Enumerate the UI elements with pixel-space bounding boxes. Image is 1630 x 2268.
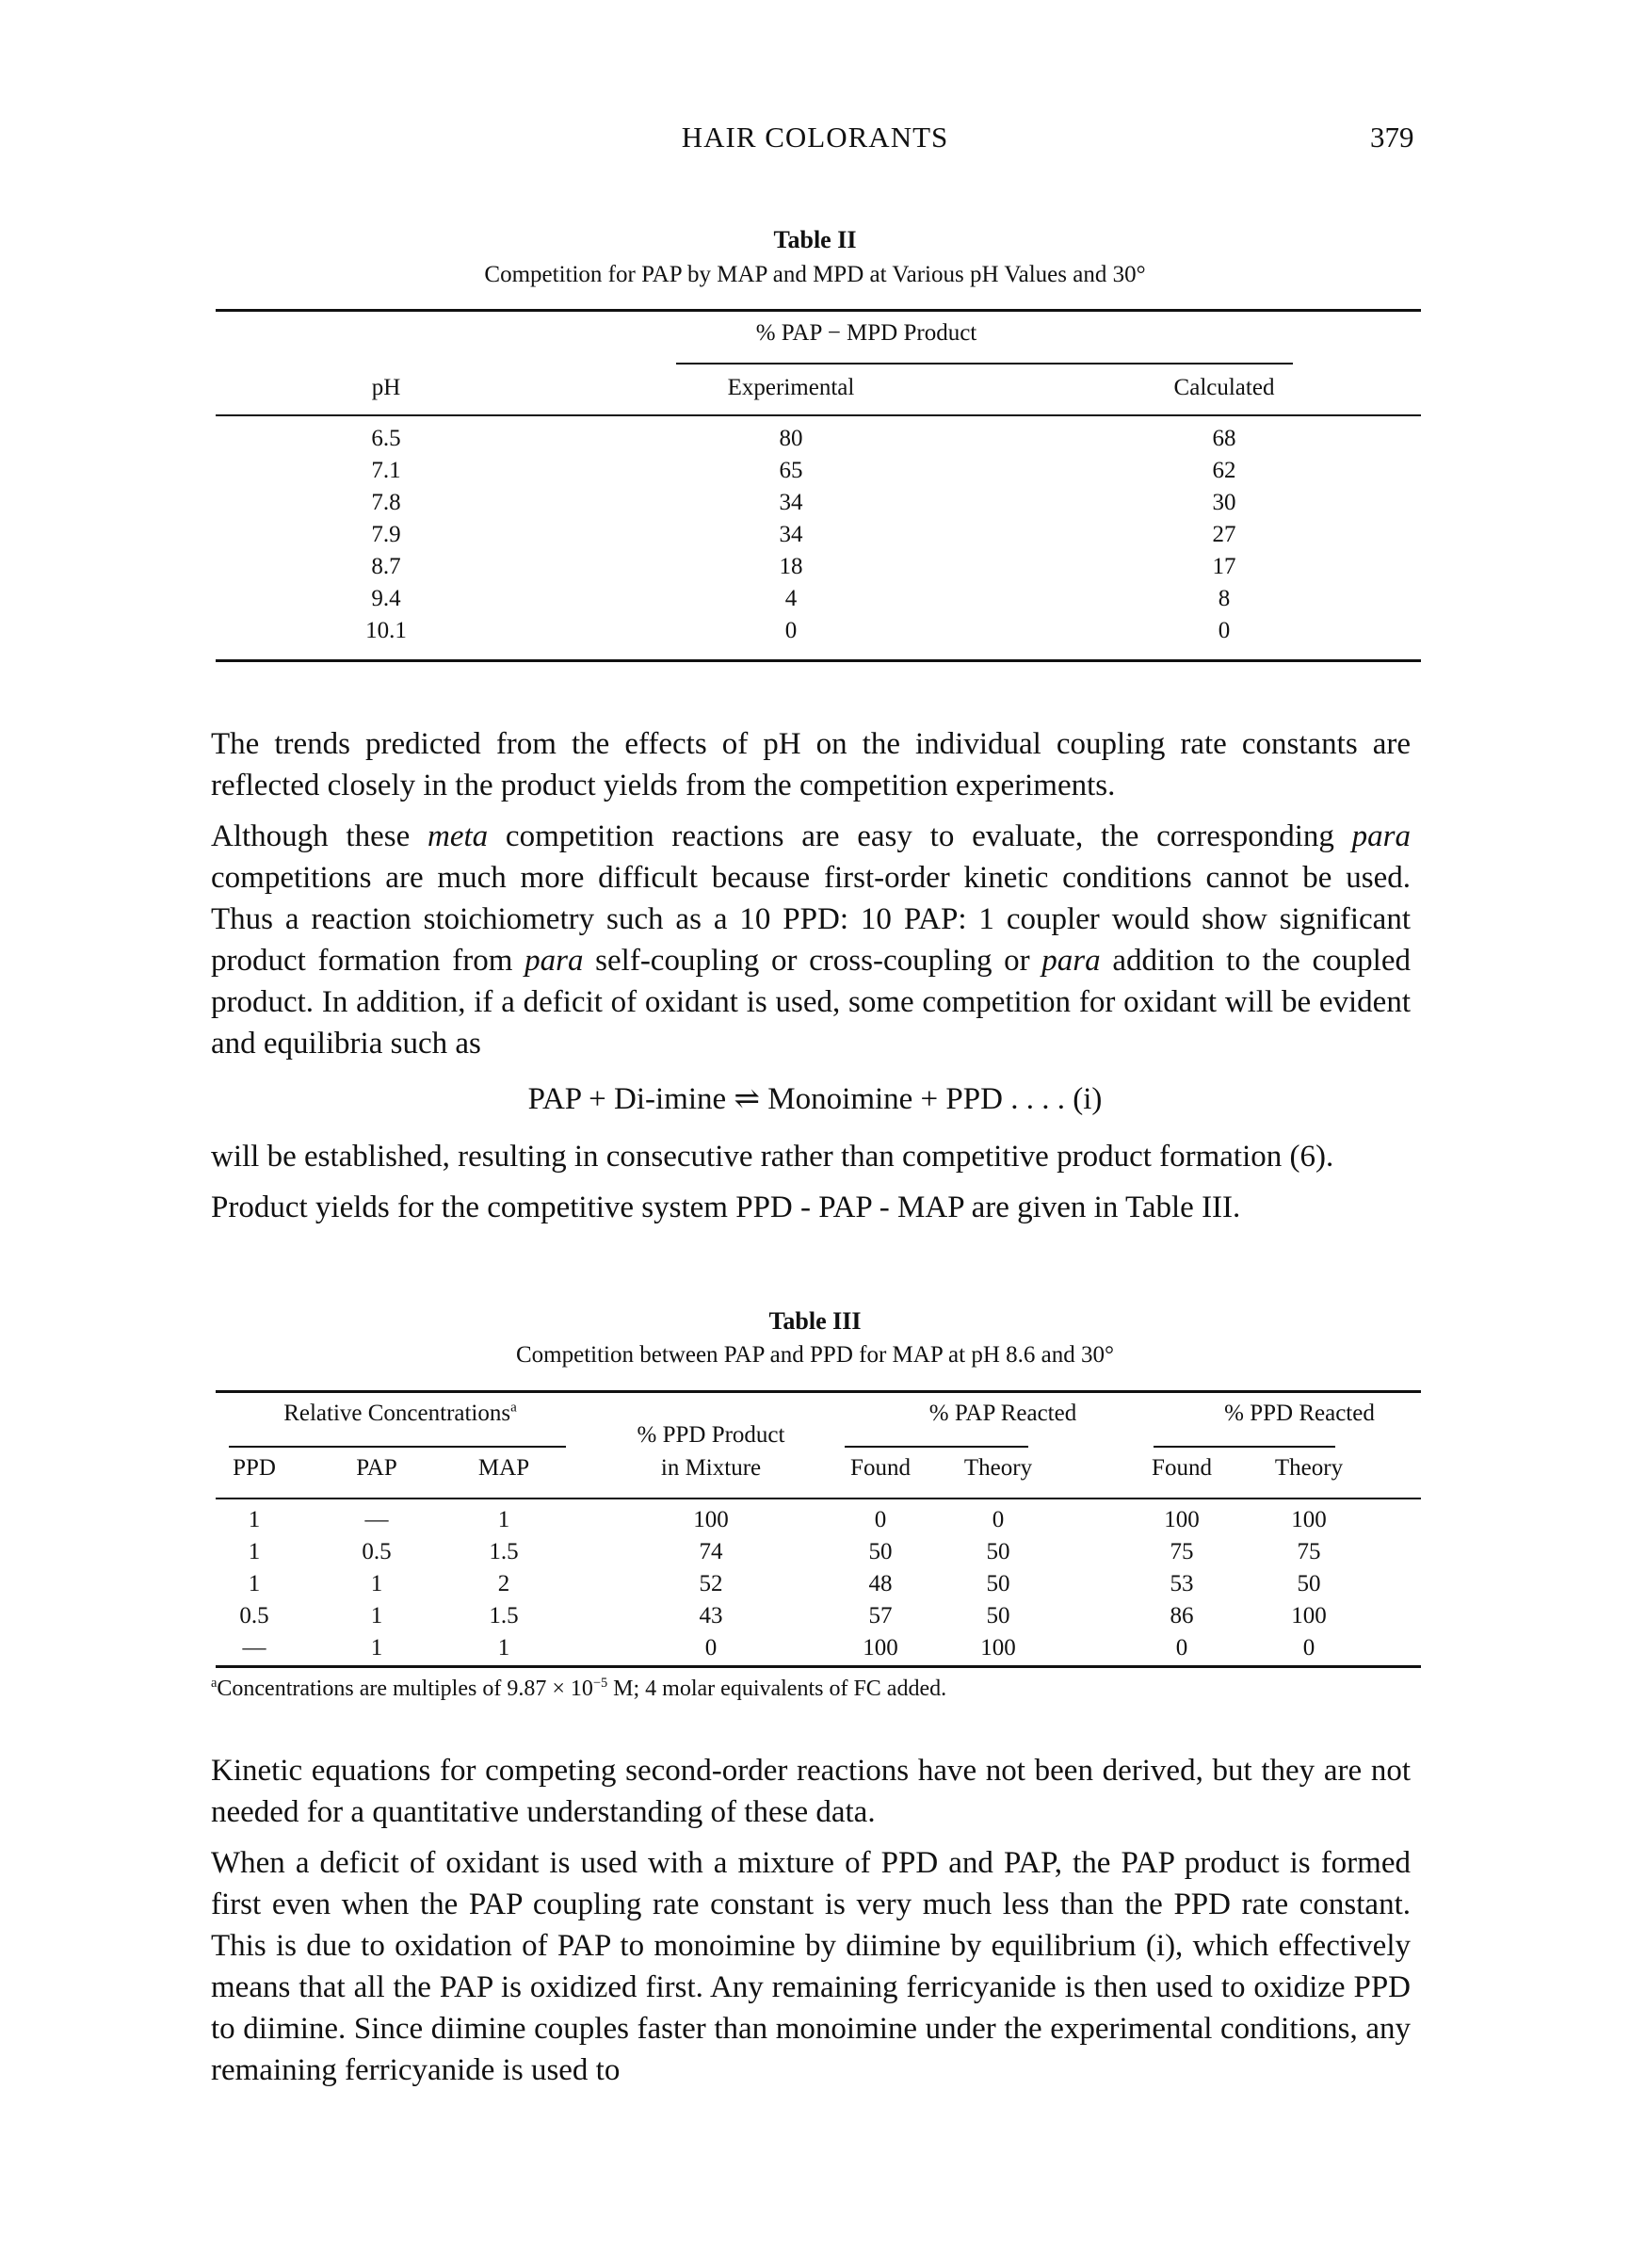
table-iii-cell-ppd-found: 86 xyxy=(1170,1603,1194,1628)
table-iii-spanner-ppd-reacted: % PPD Reacted xyxy=(1224,1401,1375,1426)
table-ii-cell-calculated: 62 xyxy=(1212,458,1236,483)
table-iii-cell-map: 2 xyxy=(497,1571,510,1596)
table-iii-cell-pap: 1 xyxy=(370,1635,383,1660)
table-iii-footnote xyxy=(211,1677,946,1702)
table-iii-top-rule xyxy=(216,1390,1421,1393)
paragraph-meta-competition xyxy=(211,816,1411,1064)
table-iii-cell-ppd-product: 52 xyxy=(699,1571,723,1596)
table-iii-cell-pap-theory: 50 xyxy=(986,1539,1010,1564)
italic-para: para xyxy=(1041,944,1101,978)
table-iii-cell-pap: — xyxy=(364,1507,389,1532)
text-run: addition to the coupled product. In addition, if a deficit of oxidant is used, some competition for oxidant will be evident and equilibria such as xyxy=(211,944,1411,1061)
table-iii-spanner-rule-concentrations xyxy=(229,1446,566,1448)
table-ii-cell-ph: 8.7 xyxy=(371,554,401,579)
table-iii-cell-ppd-found: 75 xyxy=(1170,1539,1194,1564)
table-iii-cell-ppd-product: 100 xyxy=(693,1507,729,1532)
table-iii-col-ppd: PPD xyxy=(233,1455,276,1481)
table-iii-col-pap: PAP xyxy=(356,1455,397,1481)
table-iii-cell-ppd-theory: 100 xyxy=(1291,1603,1327,1628)
table-iii-cell-ppd-theory: 50 xyxy=(1297,1571,1321,1596)
text-run: Although these xyxy=(211,819,428,853)
table-iii-cell-ppd-product: 74 xyxy=(699,1539,723,1564)
footnote-text: Concentrations are multiples of 9.87 × 10 xyxy=(217,1677,593,1701)
table-iii-cell-ppd-product: 43 xyxy=(699,1603,723,1628)
table-iii-cell-ppd: 1 xyxy=(248,1571,261,1596)
table-iii-label: Table III xyxy=(768,1307,862,1335)
table-iii-spanner-rule-ppd xyxy=(1154,1446,1335,1448)
table-iii-cell-ppd-found: 53 xyxy=(1170,1571,1194,1596)
table-ii-col-calculated: Calculated xyxy=(1173,375,1275,400)
footnote-text: M; 4 molar equivalents of FC added. xyxy=(607,1677,947,1701)
table-ii-cell-calculated: 30 xyxy=(1212,490,1236,515)
table-iii-cell-map: 1 xyxy=(497,1635,510,1660)
table-ii-cell-calculated: 27 xyxy=(1212,522,1236,547)
table-ii-cell-experimental: 34 xyxy=(779,522,803,547)
page-number: 379 xyxy=(1370,121,1414,154)
table-iii-spanner-pap-reacted: % PAP Reacted xyxy=(928,1401,1077,1426)
table-ii-cell-ph: 10.1 xyxy=(365,618,407,643)
table-iii-cell-pap-theory: 50 xyxy=(986,1603,1010,1628)
table-iii-cell-ppd-product: 0 xyxy=(704,1635,718,1660)
table-iii-header-rule xyxy=(216,1498,1421,1499)
table-ii-caption: Competition for PAP by MAP and MPD at Various pH Values and 30° xyxy=(484,262,1146,287)
table-iii-cell-map: 1 xyxy=(497,1507,510,1532)
table-iii-cell-ppd-theory: 100 xyxy=(1291,1507,1327,1532)
body-text-block-2 xyxy=(211,1136,1411,1228)
table-ii-cell-ph: 6.5 xyxy=(371,426,401,451)
table-iii-col-map: MAP xyxy=(477,1455,530,1481)
footnote-marker: a xyxy=(211,1676,218,1691)
table-ii-bottom-rule xyxy=(216,659,1421,662)
table-iii-cell-ppd: 1 xyxy=(248,1539,261,1564)
table-ii-header-rule xyxy=(216,414,1421,416)
table-iii-cell-ppd: 1 xyxy=(248,1507,261,1532)
paragraph-kinetic-equations: Kinetic equations for competing second-order reactions have not been derived, but they are not needed for a quantitative understanding of these data. xyxy=(211,1754,1411,1829)
table-ii-cell-experimental: 34 xyxy=(779,490,803,515)
italic-meta: meta xyxy=(428,819,489,853)
table-iii-cell-pap-found: 50 xyxy=(868,1539,893,1564)
table-iii-cell-pap-theory: 0 xyxy=(992,1507,1005,1532)
table-ii-label: Table II xyxy=(773,226,857,253)
table-ii-col-ph: pH xyxy=(371,375,401,400)
table-iii-cell-map: 1.5 xyxy=(489,1603,519,1628)
table-iii-spanner-relative-concentrations xyxy=(226,1401,574,1427)
paragraph-table-iii-ref: Product yields for the competitive system PPD - PAP - MAP are given in Table III. xyxy=(211,1191,1241,1224)
table-iii-cell-map: 1.5 xyxy=(489,1539,519,1564)
body-text-block-1 xyxy=(211,723,1411,1064)
table-iii-cell-pap: 1 xyxy=(370,1571,383,1596)
body-text-block-3 xyxy=(211,1750,1411,2091)
table-ii-cell-experimental: 18 xyxy=(779,554,803,579)
table-ii-top-rule xyxy=(216,309,1421,312)
table-ii-cell-ph: 7.9 xyxy=(371,522,401,547)
paragraph-trends: The trends predicted from the effects of pH on the individual coupling rate constants are reflected closely in the product yields from the competition experiments. xyxy=(211,727,1411,802)
table-iii-cell-pap-theory: 50 xyxy=(986,1571,1010,1596)
table-iii-col-ppd-theory: Theory xyxy=(1274,1455,1344,1481)
table-ii-spanner: % PAP − MPD Product xyxy=(755,320,977,346)
table-iii-cell-ppd: 0.5 xyxy=(239,1603,269,1628)
table-iii-bottom-rule xyxy=(216,1665,1421,1668)
italic-para: para xyxy=(525,944,584,978)
table-iii-cell-pap-found: 100 xyxy=(863,1635,898,1660)
running-title: HAIR COLORANTS xyxy=(681,121,949,154)
table-iii-col-ppd-found: Found xyxy=(1152,1455,1212,1481)
text-run: self-coupling or cross-coupling or xyxy=(583,944,1042,978)
table-iii-col-ppd-product: % PPD Product xyxy=(637,1422,785,1448)
table-iii-cell-pap-theory: 100 xyxy=(980,1635,1016,1660)
table-iii-cell-ppd-theory: 0 xyxy=(1302,1635,1315,1660)
table-iii-cell-pap-found: 0 xyxy=(874,1507,887,1532)
paragraph-consecutive: will be established, resulting in consecutive rather than competitive product formation (6). xyxy=(211,1140,1334,1174)
paragraph-deficit-oxidant: When a deficit of oxidant is used with a mixture of PPD and PAP, the PAP product is formed first even when the PAP coupling rate constant is very much less than the PPD rate constant. This is due to oxidation of PAP to monoimine by diimine by equilibrium (i), which effectively means that all the PAP is oxidized first. Any remaining ferricyanide is then used to oxidize PPD to diimine. Since diimine couples faster than monoimine under the experimental conditions, any remaining ferricyanide is used to xyxy=(211,1846,1411,2087)
table-iii-col-in-mixture: in Mixture xyxy=(660,1455,762,1481)
table-ii-spanner-rule xyxy=(676,363,1293,364)
table-iii-spanner-rule-pap xyxy=(845,1446,1028,1448)
table-ii-cell-calculated: 68 xyxy=(1212,426,1236,451)
table-iii-cell-pap-found: 48 xyxy=(868,1571,893,1596)
table-iii-col-pap-theory: Theory xyxy=(963,1455,1033,1481)
table-iii-cell-ppd-found: 0 xyxy=(1175,1635,1188,1660)
table-iii-col-pap-found: Found xyxy=(850,1455,911,1481)
equilibrium-equation: PAP + Di-imine ⇌ Monoimine + PPD . . . . (i) xyxy=(527,1082,1103,1116)
table-iii-cell-pap: 0.5 xyxy=(362,1539,392,1564)
table-ii-cell-ph: 9.4 xyxy=(371,586,401,611)
footnote-marker: a xyxy=(510,1400,517,1416)
table-ii-cell-ph: 7.8 xyxy=(371,490,401,515)
table-ii-cell-calculated: 17 xyxy=(1212,554,1236,579)
table-iii-cell-ppd: — xyxy=(242,1635,266,1660)
table-iii-cell-ppd-found: 100 xyxy=(1164,1507,1200,1532)
table-ii-col-experimental: Experimental xyxy=(727,375,855,400)
italic-para: para xyxy=(1351,819,1412,853)
text-run: competitions are much more difficult because first-order kinetic conditions cannot be used. Thus a reaction stoichiometry such as a 10 PPD: 10 PAP: 1 coupler would show significant product formation from xyxy=(211,861,1411,978)
table-iii-cell-pap-found: 57 xyxy=(868,1603,893,1628)
table-iii-caption: Competition between PAP and PPD for MAP at pH 8.6 and 30° xyxy=(516,1342,1114,1368)
table-ii-cell-experimental: 80 xyxy=(779,426,803,451)
spanner-text: Relative Concentrations xyxy=(283,1401,511,1426)
table-iii-cell-ppd-theory: 75 xyxy=(1297,1539,1321,1564)
table-iii-cell-pap: 1 xyxy=(370,1603,383,1628)
table-ii-cell-calculated: 8 xyxy=(1218,586,1231,611)
text-run: competition reactions are easy to evaluate, the corresponding xyxy=(488,819,1352,853)
footnote-exponent: −5 xyxy=(592,1676,608,1691)
table-ii-cell-experimental: 65 xyxy=(779,458,803,483)
table-ii-cell-ph: 7.1 xyxy=(371,458,401,483)
table-ii-cell-experimental: 0 xyxy=(784,618,798,643)
table-ii-cell-calculated: 0 xyxy=(1218,618,1231,643)
table-ii-cell-experimental: 4 xyxy=(784,586,798,611)
